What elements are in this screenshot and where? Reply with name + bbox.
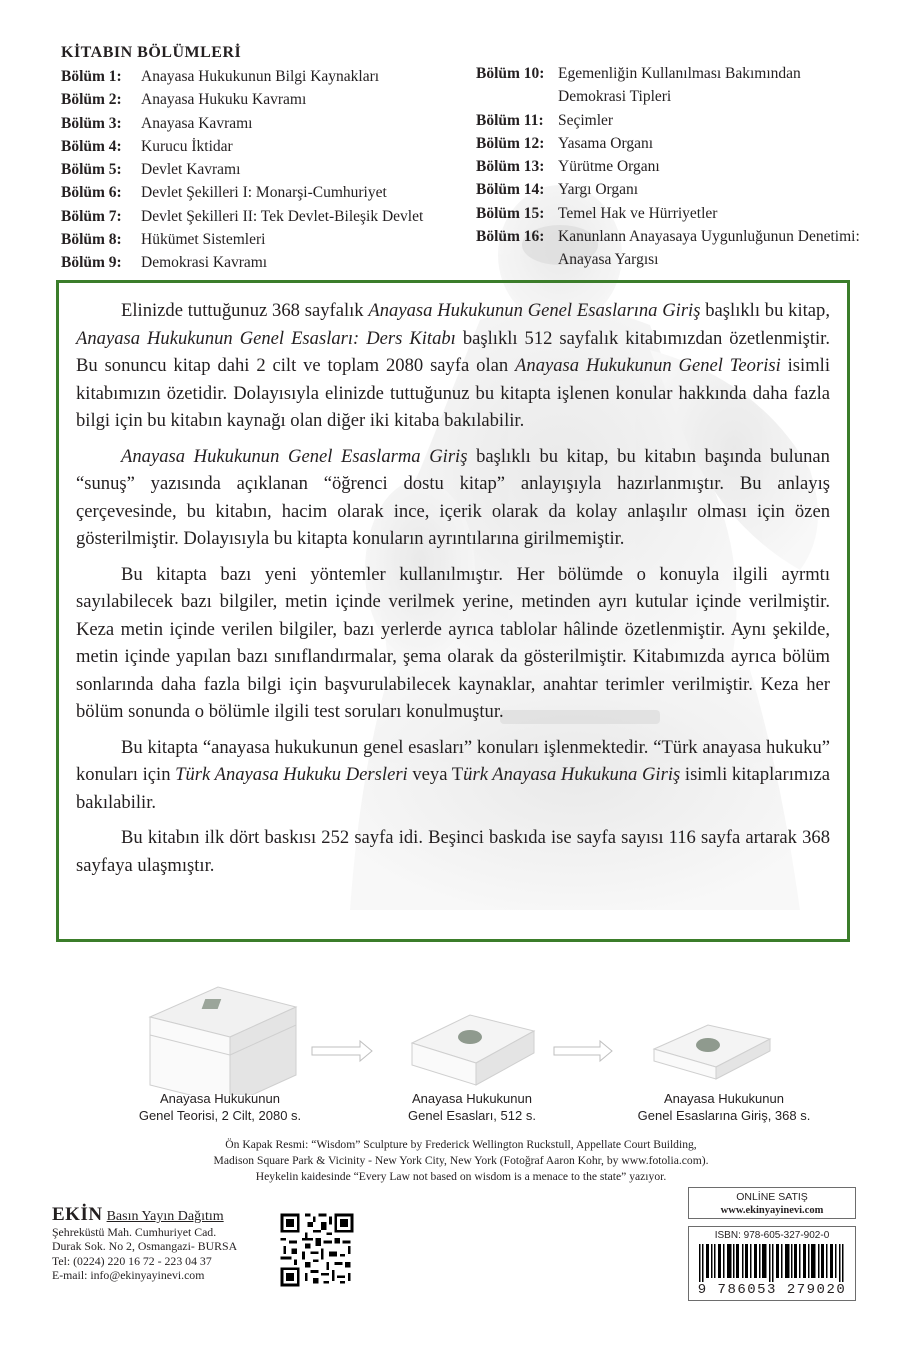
toc-item — [61, 181, 423, 204]
book-title-italic: Anayasa Hukukunun Genel Esaslarına Giriş — [368, 300, 701, 321]
book-caption — [110, 1090, 330, 1124]
chapter-title: Kurucu İktidar — [141, 137, 233, 155]
chapter-title: Devlet Şekilleri I: Monarşi-Cumhuriyet — [141, 184, 387, 202]
isbn-barcode — [688, 1226, 856, 1301]
isbn-number: ISBN: 978-605-327-902-0 — [714, 1230, 830, 1241]
toc-item — [61, 251, 423, 274]
online-sales-box — [688, 1187, 856, 1219]
toc-item — [476, 62, 868, 109]
book-caption — [362, 1090, 582, 1124]
book-title-italic: Anayasa Hukukunun Genel Esasları: Ders Kitabı — [76, 327, 456, 349]
online-sales-label: ONLİNE SATIŞ — [736, 1191, 808, 1203]
chapter-title: Hükümet Sistemleri — [141, 231, 266, 249]
chapter-number: Bölüm 3: — [61, 114, 122, 132]
chapter-title: Temel Hak ve Hürriyetler — [558, 204, 718, 222]
text-run: veya T — [407, 764, 464, 785]
chapter-number: Bölüm 6: — [61, 184, 122, 202]
description-box — [56, 280, 850, 942]
chapter-number: Bölüm 16: — [476, 228, 545, 246]
medium-book-image — [412, 1015, 534, 1085]
book-caption-line: Anayasa Hukukunun — [160, 1091, 280, 1106]
chapter-title: Anayasa Kavramı — [141, 114, 253, 132]
credits-line: Ön Kapak Resmi: “Wisdom” Sculpture by Frederick Wellington Ruckstull, Appellate Court Building, — [225, 1138, 697, 1151]
qr-code-icon — [278, 1211, 356, 1289]
toc-item — [61, 158, 423, 181]
toc-left-column — [61, 65, 423, 275]
chapter-number: Bölüm 1: — [61, 68, 122, 85]
chapter-number: Bölüm 5: — [61, 161, 122, 179]
toc-item — [61, 228, 423, 251]
publisher-tagline: Basın Yayın Dağıtım — [106, 1209, 224, 1224]
publisher-address: Şehreküstü Mah. Cumhuriyet Cad. — [52, 1224, 217, 1239]
book-caption-line: Anayasa Hukukunun — [664, 1091, 784, 1106]
chapter-number: Bölüm 12: — [476, 134, 545, 152]
book-caption — [604, 1090, 844, 1124]
chapter-title: Egemenliğin Kullanılması Bakımından Demokrasi Tipleri — [558, 65, 801, 106]
chapter-number: Bölüm 9: — [61, 254, 122, 272]
description-paragraph — [76, 297, 830, 435]
arrow-right-icon — [312, 1041, 372, 1061]
toc-right-column — [476, 62, 868, 272]
chapter-title: Yürütme Organı — [558, 158, 660, 176]
credits-line: Madison Square Park & Vicinity - New York City, New York (Fotoğraf Aaron Kohr, by www.fotolia.com). — [213, 1154, 709, 1167]
credits-line: Heykelin kaidesinde “Every Law not based on wisdom is a menace to the state” yazıyor. — [255, 1170, 667, 1183]
text-run: Bu kitapta “anayasa hukukunun genel esasları” konuları işlenmektedir. “Türk anayasa hukuku” konuları için — [76, 736, 830, 785]
toc-item — [61, 88, 423, 111]
book-caption-line: Genel Esasları, 512 s. — [408, 1108, 536, 1123]
chapter-title: Seçimler — [558, 111, 614, 129]
text-run: başlıklı bu kitap, bu kitabın başında bulunan “sunuş” yazısında açıklanan “öğrenci dostu kitap” anlayışıyla hazırlanmıştır. Bu anlayış çerçevesinde, bu kitabın, hacim olarak ince, içerik olarak da kolay anlaşılır olması için özen gösterilmiştir. Dolayısıyla bu kitapta konuların ayrıntılarına girilmemiştir. — [76, 445, 830, 549]
chapter-title: Yargı Organı — [558, 181, 639, 199]
text-run: başlıklı 512 sayfalık kitabımızdan özetlenmiştir. Bu sonuncu kitap dahi 2 cilt ve toplam 2080 sayfa olan — [76, 327, 830, 376]
chapter-title: Devlet Şekilleri II: Tek Devlet-Bileşik Devlet — [141, 207, 424, 225]
barcode-digits: 9 786053 279020 — [697, 1282, 847, 1298]
chapter-title: Anayasa Hukukunun Bilgi Kaynakları — [141, 68, 380, 85]
chapter-title: Kanunlann Anayasaya Uygunluğunun Denetimi: Anayasa Yargısı — [558, 228, 860, 269]
book-caption-line: Genel Esaslarına Giriş, 368 s. — [637, 1108, 811, 1123]
publisher-info — [52, 1204, 238, 1283]
publisher-phone: Tel: (0224) 220 16 72 - 223 04 37 — [52, 1253, 212, 1268]
two-volume-book-image — [150, 987, 296, 1095]
book-caption-line: Genel Teorisi, 2 Cilt, 2080 s. — [138, 1108, 302, 1123]
text-run: isimli kitabımızın özetidir. Dolayısıyla elinizde tuttuğunuz bu kitapta işlenen konular hakkında daha fazla bilgi için bu kitabın kaynağı olan diğer iki kitaba bakılabilir. — [76, 355, 831, 431]
book-title-italic: Türk Anayasa Hukuku Dersleri — [175, 764, 408, 785]
online-sales-url: www.ekinyayinevi.com — [720, 1205, 824, 1216]
toc-item — [476, 202, 868, 225]
toc-item — [476, 155, 868, 178]
text-run: isimli kitaplarımıza bakılabilir. — [76, 764, 830, 813]
chapter-number: Bölüm 15: — [476, 204, 545, 222]
barcode-bars — [699, 1244, 845, 1282]
publisher-address: Durak Sok. No 2, Osmangazi- BURSA — [52, 1239, 238, 1253]
toc-item — [476, 225, 868, 272]
toc-item — [476, 178, 868, 201]
chapter-title: Yasama Organı — [558, 134, 654, 152]
chapter-title: Anayasa Hukuku Kavramı — [141, 91, 307, 109]
chapter-number: Bölüm 4: — [61, 137, 122, 155]
toc-item — [476, 109, 868, 132]
publisher-email: E-mail: info@ekinyayinevi.com — [52, 1268, 205, 1282]
cover-credits — [80, 1137, 842, 1185]
description-paragraph — [76, 443, 830, 553]
description-paragraph — [76, 734, 830, 817]
publisher-logo: EKİN — [52, 1204, 103, 1225]
toc-item — [61, 65, 423, 88]
toc-item — [476, 132, 868, 155]
chapter-number: Bölüm 10: — [476, 65, 545, 82]
book-title-italic: ürk Anayasa Hukukuna Giriş — [463, 764, 681, 785]
small-book-image — [654, 1025, 770, 1079]
chapter-number: Bölüm 8: — [61, 231, 122, 249]
text-run: başlıklı bu kitap, — [700, 300, 830, 321]
chapter-number: Bölüm 7: — [61, 207, 122, 225]
toc-item — [61, 135, 423, 158]
toc-item — [61, 205, 423, 228]
toc-item — [61, 112, 423, 135]
chapter-number: Bölüm 14: — [476, 181, 545, 199]
book-caption-line: Anayasa Hukukunun — [412, 1091, 532, 1106]
arrow-right-icon — [554, 1041, 612, 1061]
text-run: Elinizde tuttuğunuz 368 sayfalık — [121, 300, 369, 321]
chapter-number: Bölüm 13: — [476, 158, 545, 176]
description-paragraph: Bu kitabın ilk dört baskısı 252 sayfa idi. Beşinci baskıda ise sayfa sayısı 116 sayfa artarak 368 sayfaya ulaşmıştır. — [76, 827, 830, 876]
books-illustration — [0, 975, 922, 1095]
chapter-number: Bölüm 11: — [476, 111, 544, 129]
book-title-italic: Anayasa Hukukunun Genel Esaslarma Giriş — [121, 445, 468, 467]
toc-heading: KİTABIN BÖLÜMLERİ — [61, 44, 242, 61]
book-title-italic: Anayasa Hukukunun Genel Teorisi — [515, 355, 781, 376]
chapter-title: Devlet Kavramı — [141, 161, 241, 179]
description-paragraph: Bu kitapta bazı yeni yöntemler kullanılmıştır. Her bölümde o konuyla ilgili ayrmtı sayılabilecek bazı bilgiler, metin içinde verilmek yerine, metinden ayrı kutular içinde verilmiştir. Keza metin içinde verilen bilgiler, bazı yerlerde ayrıca tablolar hâlinde özetlenmiştir. Aynı şekilde, metin içinde yapılan bazı sınıflandırmalar, şema olarak da gösterilmiştir. Kitabımızda ayrıca bölüm sonlarında daha fazla bilgi için başvurulabilecek kaynaklar, anahtar terimler verilmiştir. Keza her bölüm sonunda o bölümle ilgili test soruları konulmuştur. — [76, 563, 830, 722]
chapter-title: Demokrasi Kavramı — [141, 254, 268, 272]
chapter-number: Bölüm 2: — [61, 91, 122, 109]
